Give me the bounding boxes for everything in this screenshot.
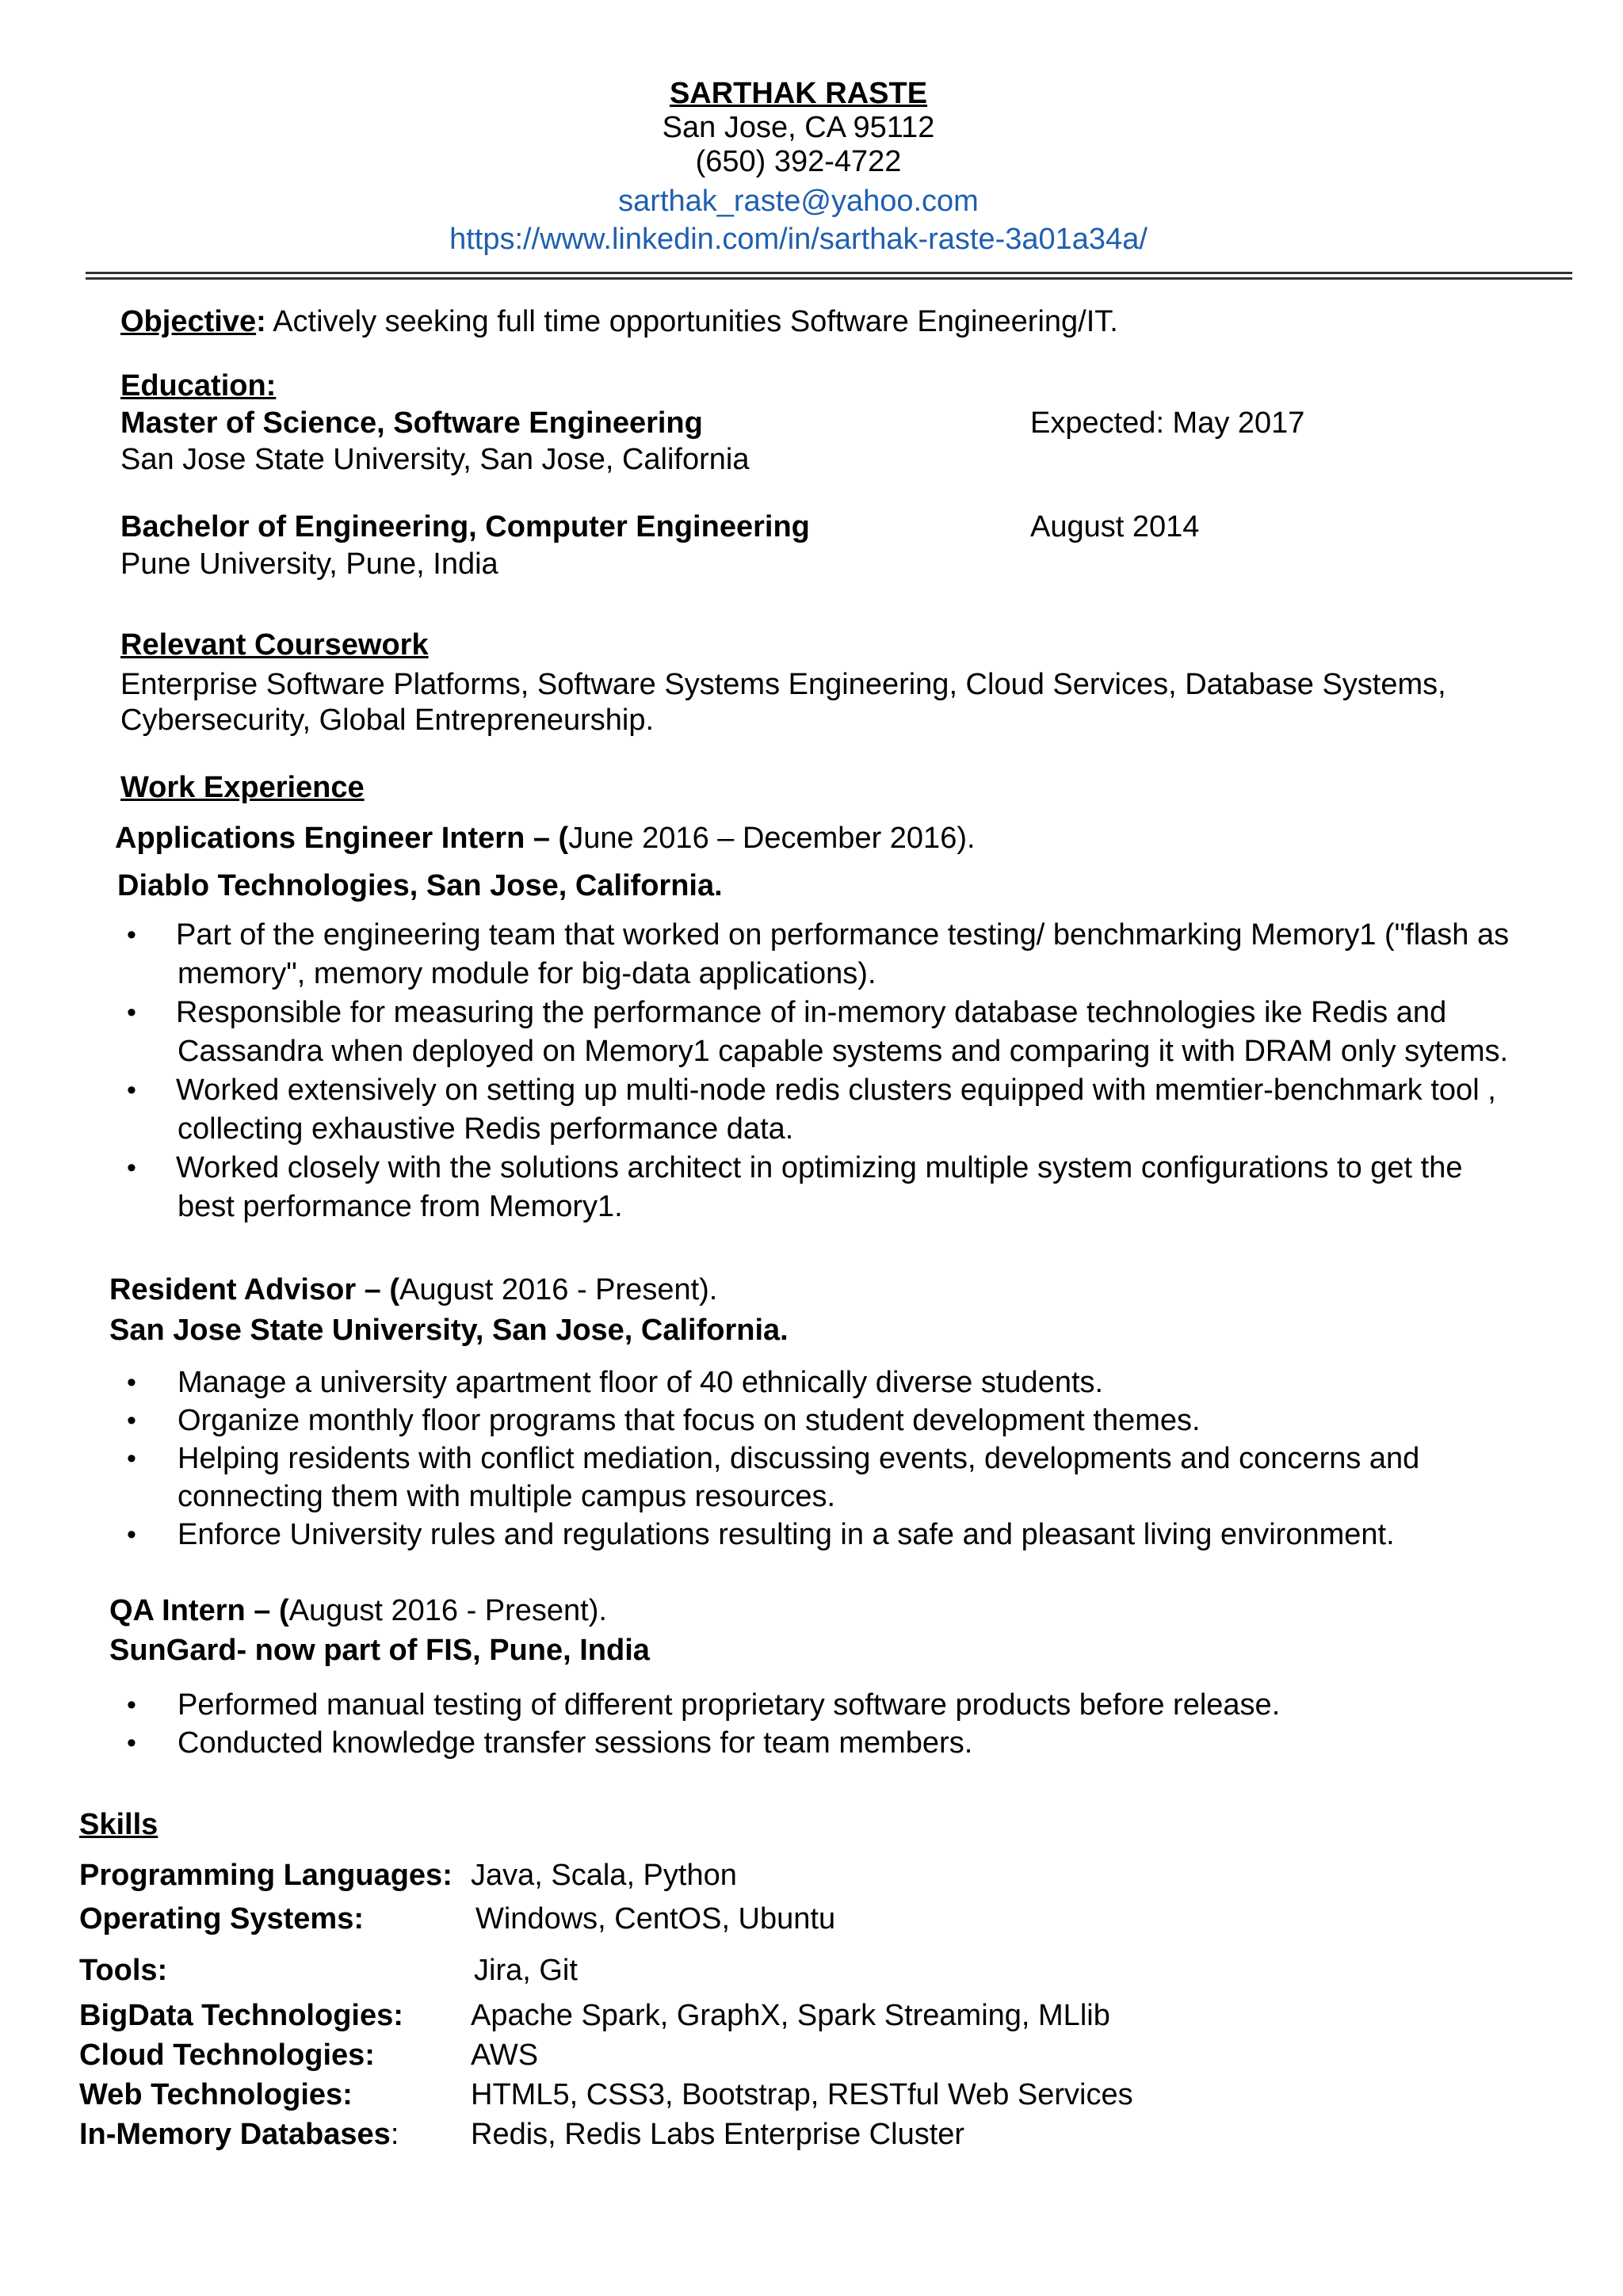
skill-value: Jira, Git (474, 1954, 578, 1987)
skill-row (79, 2037, 538, 2073)
list-item: • Helping residents with conflict mediation, discussing events, developments and concerns and (127, 1440, 1569, 1478)
list-item: • Responsible for measuring the performance of in-memory database technologies ike Redis and (127, 994, 1569, 1032)
list-item: memory", memory module for big-data applications). (178, 957, 876, 990)
bullet-glyph: • (127, 1444, 136, 1474)
job-3-bullets (127, 1686, 1569, 1762)
address: San Jose, CA 95112 (662, 111, 935, 144)
job-2-org: San Jose State University, San Jose, California. (109, 1314, 789, 1347)
skill-value: HTML5, CSS3, Bootstrap, RESTful Web Services (471, 2078, 1133, 2111)
skill-key: Programming Languages: (79, 1859, 453, 1892)
skill-key: Cloud Technologies: (79, 2039, 375, 2072)
list-item: collecting exhaustive Redis performance data. (178, 1112, 794, 1146)
skill-row (79, 1997, 1110, 2034)
job-dates: August 2016 - Present). (399, 1273, 718, 1306)
bullet-glyph: • (127, 1075, 136, 1105)
skill-key: BigData Technologies: (79, 1999, 403, 2032)
bullet-glyph: • (127, 1367, 136, 1398)
objective-colon: : (256, 305, 266, 338)
job-title: Resident Advisor – ( (109, 1273, 400, 1306)
divider-bottom (86, 277, 1572, 280)
skill-value: AWS (471, 2039, 539, 2072)
list-item: • Manage a university apartment floor of 40 ethnically diverse students. (127, 1363, 1569, 1402)
skill-value: Windows, CentOS, Ubuntu (475, 1902, 836, 1936)
bullet-glyph: • (127, 997, 136, 1028)
list-item: • Conducted knowledge transfer sessions for team members. (127, 1724, 1569, 1762)
job-dates: August 2016 - Present). (288, 1594, 607, 1627)
skill-value: Java, Scala, Python (471, 1859, 737, 1892)
candidate-name: SARTHAK RASTE (669, 77, 928, 110)
list-item: • Organize monthly floor programs that focus on student development themes. (127, 1402, 1569, 1440)
job-dates: June 2016 – December 2016). (568, 822, 976, 855)
email-link[interactable]: sarthak_raste@yahoo.com (618, 185, 979, 218)
skills-heading: Skills (79, 1808, 158, 1841)
school-1: San Jose State University, San Jose, California (120, 443, 750, 476)
bullet-glyph: • (127, 1153, 136, 1183)
degree-1-date: Expected: May 2017 (1030, 406, 1305, 440)
education-heading: Education: (120, 369, 277, 402)
job-title: Applications Engineer Intern – ( (115, 822, 569, 855)
coursework-heading: Relevant Coursework (120, 628, 429, 662)
list-item: • Worked closely with the solutions architect in optimizing multiple system configurations to get the (127, 1149, 1569, 1188)
list-item: • Performed manual testing of different proprietary software products before release. (127, 1686, 1569, 1724)
skill-row (79, 2116, 964, 2153)
linkedin-link[interactable]: https://www.linkedin.com/in/sarthak-raste-3a01a34a/ (449, 223, 1148, 256)
list-item: • Enforce University rules and regulations resulting in a safe and pleasant living environment. (127, 1516, 1569, 1554)
list-item: • Part of the engineering team that worked on performance testing/ benchmarking Memory1 ("flash as (127, 916, 1569, 955)
list-item: best performance from Memory1. (178, 1190, 623, 1223)
phone: (650) 392-4722 (695, 145, 902, 178)
job-1-org: Diablo Technologies, San Jose, California. (117, 869, 723, 902)
job-3-org: SunGard- now part of FIS, Pune, India (109, 1634, 650, 1667)
degree-1: Master of Science, Software Engineering (120, 406, 703, 440)
list-item: • Worked extensively on setting up multi-node redis clusters equipped with memtier-benchmark tool , (127, 1071, 1569, 1110)
coursework-line-1: Enterprise Software Platforms, Software Systems Engineering, Cloud Services, Database Systems, (120, 668, 1446, 701)
work-heading: Work Experience (120, 771, 365, 804)
bullet-glyph: • (127, 920, 136, 950)
skill-row (79, 1857, 737, 1894)
bullet-glyph: • (127, 1520, 136, 1550)
objective (120, 303, 1118, 340)
skill-key: Web Technologies: (79, 2078, 353, 2111)
skill-key: Tools: (79, 1954, 168, 1987)
skill-key: Operating Systems: (79, 1902, 364, 1936)
skill-value: Apache Spark, GraphX, Spark Streaming, MLlib (471, 1999, 1110, 2032)
list-item: connecting them with multiple campus resources. (178, 1480, 836, 1513)
header-block (0, 77, 1597, 257)
bullet-glyph: • (127, 1690, 136, 1720)
skill-row (79, 1901, 835, 1937)
job-2-title-line (109, 1272, 717, 1308)
objective-text: Actively seeking full time opportunities Software Engineering/IT. (265, 305, 1118, 338)
coursework-line-2: Cybersecurity, Global Entrepreneurship. (120, 704, 655, 737)
job-1-bullets (127, 916, 1569, 1226)
job-2-bullets (127, 1363, 1569, 1554)
school-2: Pune University, Pune, India (120, 547, 498, 581)
list-item: Cassandra when deployed on Memory1 capable systems and comparing it with DRAM only sytems. (178, 1035, 1509, 1068)
degree-2: Bachelor of Engineering, Computer Engineering (120, 510, 810, 543)
job-3-title-line (109, 1592, 607, 1629)
bullet-glyph: • (127, 1405, 136, 1436)
job-1-title-line (115, 820, 976, 856)
objective-label: Objective (120, 305, 257, 338)
bullet-glyph: • (127, 1728, 136, 1758)
skill-value: Redis, Redis Labs Enterprise Cluster (471, 2118, 965, 2151)
skill-key: In-Memory Databases: (79, 2118, 399, 2151)
skill-row (79, 2077, 1133, 2113)
job-title: QA Intern – ( (109, 1594, 289, 1627)
divider-top (86, 272, 1572, 274)
degree-2-date: August 2014 (1030, 510, 1200, 543)
skill-row (79, 1952, 578, 1989)
